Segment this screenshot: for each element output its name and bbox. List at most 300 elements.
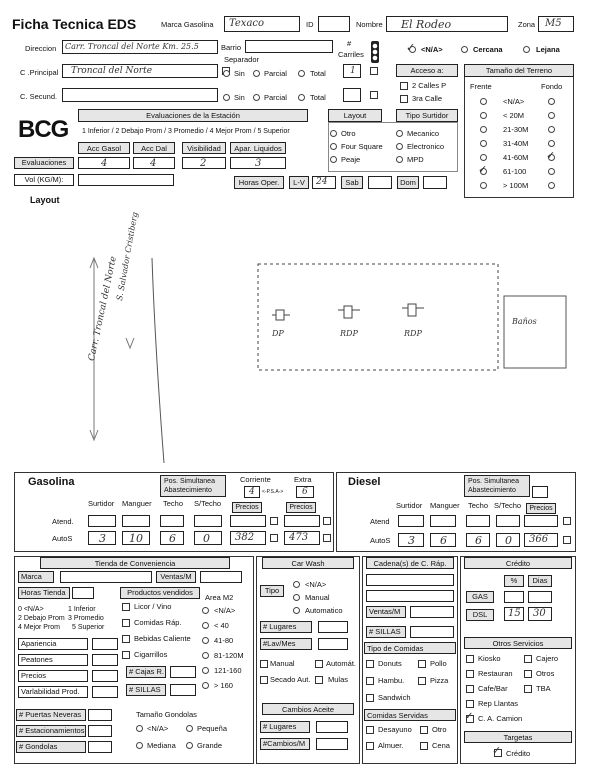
- otros-left-label-1: Restauran: [478, 669, 513, 678]
- gas-col-manguer: Manguer: [122, 499, 152, 508]
- cadena-field-2[interactable]: [366, 590, 454, 602]
- building-label: Baños: [512, 317, 537, 326]
- horas-scale-5: 5 Superior: [72, 624, 105, 631]
- dsl-atend-check[interactable]: [563, 517, 571, 525]
- terreno-fondo-radio-0[interactable]: [548, 98, 555, 105]
- terreno-fondo-radio-1[interactable]: [548, 112, 555, 119]
- servida-almuer-label: Almuer.: [378, 741, 404, 750]
- gas-atend-check-2[interactable]: [323, 517, 331, 525]
- terreno-row-label-2: 21-30M: [503, 125, 529, 134]
- credito-gas-dias[interactable]: [528, 591, 552, 603]
- terreno-row-label-0: <N/A>: [503, 97, 525, 106]
- terreno-frente-radio-0[interactable]: [480, 98, 487, 105]
- dsl-autos-surtidor[interactable]: [398, 533, 424, 547]
- carwash-title: Car Wash: [262, 557, 354, 569]
- gas-autos-techo[interactable]: [160, 531, 184, 545]
- comida-sandwich-check[interactable]: [366, 694, 374, 702]
- area-radio-5[interactable]: [202, 682, 209, 689]
- area-label-3: 81-120M: [214, 651, 244, 660]
- cw-lav-field[interactable]: [318, 638, 348, 650]
- surtidor-radio-left-2[interactable]: [330, 156, 337, 163]
- dsl-precios-label: Precios: [526, 503, 556, 514]
- radio-parcial-2[interactable]: [253, 94, 260, 101]
- marca-field[interactable]: [224, 16, 300, 32]
- nombre-value: El Rodeo: [401, 18, 452, 31]
- otros-right-label-1: Otros: [536, 669, 555, 678]
- credito-dsl-pct-value: 15: [508, 608, 521, 619]
- otros-title: Otros Servicios: [464, 637, 572, 649]
- otros-left-label-3: Rep Llantas: [478, 699, 519, 708]
- nombre-field[interactable]: [386, 16, 508, 32]
- gondola-grande-label: Grande: [197, 741, 223, 750]
- zona-label: Zona: [518, 20, 536, 29]
- tab-layout[interactable]: Layout: [328, 109, 382, 122]
- diesel-pos-sim-field[interactable]: [532, 486, 548, 498]
- cercana-label: Cercana: [473, 45, 503, 54]
- gas-autos-techo-value: 6: [169, 532, 176, 545]
- gas-precios-label-1: Precios: [232, 502, 262, 513]
- ca-cambios-field[interactable]: [316, 738, 348, 750]
- otros-left-check-3[interactable]: [466, 700, 474, 708]
- producto-label-3: Cigarrillos: [134, 650, 168, 659]
- gas-autos-surtidor[interactable]: [88, 531, 116, 545]
- eval-col-acc-gasol: Acc Gasol: [78, 142, 130, 154]
- producto-check-3[interactable]: [122, 651, 130, 659]
- dom-field[interactable]: [423, 176, 447, 189]
- lv-label: L-V: [289, 176, 309, 189]
- eval-col-acc-dal: Acc Dal: [133, 142, 175, 154]
- dsl-col-techo: Techo: [468, 501, 489, 510]
- surtidor-title: Tipo Surtidor: [396, 109, 458, 122]
- tienda-ventas-field[interactable]: [200, 571, 242, 583]
- psa-label: <-P.S.A->: [262, 489, 284, 495]
- carwash-tipo-label: Tipo: [260, 585, 284, 597]
- credito-card-check-mark-icon: ✓: [492, 744, 502, 757]
- horas-tienda-field[interactable]: [72, 587, 94, 599]
- gas-precio-corriente[interactable]: [230, 531, 266, 545]
- cw-automat-check-label: Automát.: [326, 659, 357, 668]
- servida-almuer-check[interactable]: [366, 742, 374, 750]
- otros-right-check-1[interactable]: [524, 670, 532, 678]
- credito-card-label: Crédito: [506, 749, 531, 758]
- eval-acc-gasol-field[interactable]: [78, 157, 130, 169]
- area-label-1: < 40: [214, 621, 229, 630]
- radio-cercana[interactable]: [461, 46, 468, 53]
- radio-cw-manual[interactable]: [293, 594, 300, 601]
- dsl-col-stecho: S/Techo: [494, 501, 522, 510]
- gas-autos-stecho[interactable]: [194, 531, 222, 545]
- carriles-field-2[interactable]: [343, 88, 361, 102]
- tienda-eval-label-0: Apariencia: [18, 638, 88, 650]
- tienda-eval-field-0[interactable]: [92, 638, 118, 650]
- zona-value: M5: [545, 18, 562, 29]
- traffic-light-icon: [368, 40, 382, 64]
- radio-lejana[interactable]: [523, 46, 530, 53]
- otros-left-check-2[interactable]: [466, 685, 474, 693]
- dom-label: Dom: [397, 176, 419, 189]
- cw-lav-label: #Lav/Mes: [260, 638, 312, 650]
- eval-apar-field[interactable]: [230, 157, 286, 169]
- surtidor-right-label-2: MPD: [407, 155, 424, 164]
- evaluaciones-scale: 1 Inferior / 2 Debajo Prom / 3 Promedio / 4 Mejor Prom / 5 Superior: [82, 128, 290, 135]
- evaluaciones-title: Evaluaciones de la Estación: [78, 109, 308, 122]
- corriente-field[interactable]: [244, 486, 260, 498]
- sab-label: Sab: [341, 176, 363, 189]
- servida-otro-check[interactable]: [420, 726, 428, 734]
- surtidor-radio-right-0[interactable]: [396, 130, 403, 137]
- producto-check-2[interactable]: [122, 635, 130, 643]
- cw-mulas-label: Mulas: [328, 675, 349, 684]
- sin-label-2: Sin: [234, 93, 245, 102]
- horas-scale-3: 3 Promedio: [68, 615, 104, 622]
- ca-lugares-label: # Lugares: [260, 721, 310, 733]
- gondola-pequena-label: Pequeña: [197, 724, 228, 733]
- cadena-ventas-label: Ventas/M: [366, 606, 406, 618]
- gas-autos-label: AutoS: [52, 534, 73, 543]
- zona-field[interactable]: [538, 16, 574, 32]
- terreno-frente-radio-4[interactable]: [480, 154, 487, 161]
- cadena-sillas-label: # SILLAS: [366, 626, 406, 638]
- camion-check-mark-icon: ✓: [465, 711, 474, 722]
- terreno-title: Tamaño del Terreno: [464, 64, 574, 77]
- area-label-4: 121-160: [214, 666, 242, 675]
- otros-right-check-0[interactable]: [524, 655, 532, 663]
- cw-manual-check-label: Manual: [270, 659, 295, 668]
- cw-mulas-check[interactable]: [315, 676, 323, 684]
- horas-scale-2: 2 Debajo Prom: [18, 615, 65, 622]
- surtidor-left-label-0: Otro: [341, 129, 356, 138]
- radio-gondola-pequena[interactable]: [186, 725, 193, 732]
- frente-label: Frente: [470, 82, 492, 91]
- comida-pizza-check[interactable]: [418, 677, 426, 685]
- sab-field[interactable]: [368, 176, 392, 189]
- cajas-label: # Cajas R.: [126, 666, 166, 678]
- tienda-eval-label-1: Peatones: [18, 654, 88, 666]
- comida-pollo-check[interactable]: [418, 660, 426, 668]
- radio-total-2[interactable]: [298, 94, 305, 101]
- servida-desayuno-label: Desayuno: [378, 725, 412, 734]
- acceso-label-2calles: 2 Calles P: [412, 81, 447, 90]
- area-label: Area M2: [205, 593, 234, 602]
- barrio-field[interactable]: [245, 40, 333, 53]
- horas-scale-4: 4 Mejor Prom: [18, 624, 61, 631]
- extra-field[interactable]: [296, 486, 314, 498]
- radio-cw-auto[interactable]: [293, 607, 300, 614]
- comida-donuts-label: Donuts: [378, 659, 402, 668]
- otros-right-check-2[interactable]: [524, 685, 532, 693]
- credito-dsl-dias[interactable]: [528, 607, 552, 621]
- eval-col-apar: Apar. Liquidos: [230, 142, 286, 154]
- sin-label-1: Sin: [234, 69, 245, 78]
- pump-label-1: DP: [272, 329, 284, 338]
- surtidor-right-label-1: Electronico: [407, 142, 445, 151]
- terreno-fondo-radio-2[interactable]: [548, 126, 555, 133]
- principal-label: C .Principal: [20, 68, 59, 77]
- surtidor-radio-left-1[interactable]: [330, 143, 337, 150]
- producto-check-0[interactable]: [122, 603, 130, 611]
- parcial-label-1: Parcial: [264, 69, 287, 78]
- dsl-atend-field-0[interactable]: [398, 515, 424, 527]
- area-label-5: > 160: [214, 681, 233, 690]
- terreno-frente-check-icon: ✓: [478, 163, 488, 176]
- area-radio-2[interactable]: [202, 637, 209, 644]
- dsl-atend-label: Atend: [370, 517, 390, 526]
- tienda-marca-field[interactable]: [60, 571, 152, 583]
- cajas-field[interactable]: [170, 666, 196, 678]
- surtidor-radio-right-1[interactable]: [396, 143, 403, 150]
- producto-label-2: Bebidas Caliente: [134, 634, 191, 643]
- direccion-label: Direccion: [25, 44, 57, 53]
- terreno-fondo-radio-3[interactable]: [548, 140, 555, 147]
- acceso-check-3ra[interactable]: [400, 95, 408, 103]
- carriles-hash: #: [347, 39, 352, 48]
- comida-pollo-label: Pollo: [430, 659, 447, 668]
- gas-atend-field-1[interactable]: [122, 515, 150, 527]
- dsl-precio[interactable]: [524, 533, 558, 547]
- cw-na-label: <N/A>: [305, 580, 327, 589]
- area-radio-0[interactable]: [202, 607, 209, 614]
- gas-atend-check-1[interactable]: [270, 517, 278, 525]
- terreno-frente-radio-2[interactable]: [480, 126, 487, 133]
- gas-atend-field-3[interactable]: [194, 515, 222, 527]
- eval-col-visibilidad: Visibilidad: [182, 142, 226, 154]
- eval-acc-dal-field[interactable]: [133, 157, 175, 169]
- id-field[interactable]: [318, 16, 350, 32]
- puertas-field[interactable]: [88, 709, 112, 721]
- gas-atend-label: Atend.: [52, 517, 74, 526]
- gas-precio-check-1[interactable]: [270, 534, 278, 542]
- tienda-title: Tienda de Conveniencia: [40, 557, 230, 569]
- cadena-sillas-field[interactable]: [410, 626, 454, 638]
- id-label: ID: [306, 20, 314, 29]
- tienda-eval-field-2[interactable]: [92, 670, 118, 682]
- tienda-eval-label-2: Precios: [18, 670, 88, 682]
- direccion-field[interactable]: [62, 40, 218, 54]
- ca-cambios-label: #Cambios/M: [260, 738, 310, 750]
- tienda-eval-field-1[interactable]: [92, 654, 118, 666]
- tipo-comidas-title: Tipo de Comidas: [364, 642, 456, 654]
- dsl-autos-manguer[interactable]: [430, 533, 456, 547]
- gas-atend-field-0[interactable]: [88, 515, 116, 527]
- cw-lugares-field[interactable]: [318, 621, 348, 633]
- tienda-sillas-field[interactable]: [170, 684, 196, 696]
- otros-right-label-0: Cajero: [536, 654, 559, 663]
- radio-gondola-mediana[interactable]: [136, 742, 143, 749]
- dsl-precio-check[interactable]: [563, 536, 571, 544]
- comida-donuts-check[interactable]: [366, 660, 374, 668]
- eval-visibilidad-field[interactable]: [182, 157, 226, 169]
- nombre-label: Nombre: [356, 20, 383, 29]
- servida-cena-label: Cena: [432, 741, 450, 750]
- horas-tienda-label: Horas Tienda: [18, 587, 70, 599]
- dsl-autos-stecho[interactable]: [496, 533, 520, 547]
- productos-label: Productos vendidos: [120, 587, 200, 599]
- cw-secado-check[interactable]: [260, 676, 268, 684]
- terreno-frente-radio-1[interactable]: [480, 112, 487, 119]
- comida-sandwich-label: Sandwich: [378, 693, 411, 702]
- radio-parcial-1[interactable]: [253, 70, 260, 77]
- eval-acc-dal-value: 4: [150, 158, 157, 169]
- area-radio-4[interactable]: [202, 667, 209, 674]
- gas-col-stecho: S/Techo: [194, 499, 222, 508]
- extra-label: Extra: [294, 475, 312, 484]
- dsl-autos-manguer-value: 6: [440, 534, 447, 547]
- terreno-frente-radio-6[interactable]: [480, 182, 487, 189]
- servida-desayuno-check[interactable]: [366, 726, 374, 734]
- lejana-label: Lejana: [536, 45, 560, 54]
- terreno-row-label-3: 31-40M: [503, 139, 529, 148]
- gas-atend-field-4[interactable]: [230, 515, 266, 527]
- cw-manual-label: Manual: [305, 593, 330, 602]
- otros-left-label-2: Cafe/Bar: [478, 684, 508, 693]
- tienda-ventas-label: Ventas/M: [156, 571, 196, 583]
- tienda-eval-label-3: Varlabilidad Prod.: [18, 686, 88, 698]
- pump-label-3: RDP: [404, 329, 422, 338]
- gas-autos-surtidor-value: 3: [99, 532, 106, 545]
- radio-sin-1[interactable]: [223, 70, 230, 77]
- terreno-frente-radio-3[interactable]: [480, 140, 487, 147]
- semaforo-check-1[interactable]: [370, 67, 378, 75]
- terreno-row-label-5: 61-100: [503, 167, 527, 176]
- cw-secado-label: Secado Aut.: [270, 675, 311, 684]
- bcg-logo: BCG: [18, 116, 69, 143]
- dsl-atend-field-3[interactable]: [496, 515, 520, 527]
- dsl-autos-surtidor-value: 3: [408, 534, 415, 547]
- vol-label: Vol (KG/M):: [14, 174, 74, 186]
- cambios-title: Cambios Aceite: [262, 703, 354, 715]
- tam-gondolas-label: Tamaño Gondolas: [136, 710, 197, 719]
- area-radio-1[interactable]: [202, 622, 209, 629]
- dsl-atend-field-2[interactable]: [466, 515, 490, 527]
- radio-gondola-grande[interactable]: [186, 742, 193, 749]
- dsl-atend-field-1[interactable]: [430, 515, 456, 527]
- gas-col-surtidor: Surtidor: [88, 499, 115, 508]
- cadena-field-1[interactable]: [366, 574, 454, 586]
- cw-manual-check[interactable]: [260, 660, 268, 668]
- terreno-row-label-4: 41-60M: [503, 153, 529, 162]
- secund-field[interactable]: [62, 88, 218, 102]
- diesel-pos-sim: Pos. Simultanea Abastecimiento: [464, 475, 530, 497]
- radio-cw-na[interactable]: [293, 581, 300, 588]
- gas-autos-manguer[interactable]: [122, 531, 150, 545]
- ca-lugares-field[interactable]: [316, 721, 348, 733]
- tienda-marca-label: Marca: [18, 571, 54, 583]
- comida-hambu-check[interactable]: [366, 677, 374, 685]
- gas-precio-check-2[interactable]: [323, 534, 331, 542]
- credito-gas-pct[interactable]: [504, 591, 524, 603]
- cw-lugares-label: # Lugares: [260, 621, 312, 633]
- dsl-autos-techo[interactable]: [466, 533, 490, 547]
- gas-atend-field-5[interactable]: [284, 515, 320, 527]
- area-radio-3[interactable]: [202, 652, 209, 659]
- dsl-autos-label: AutoS: [370, 536, 391, 545]
- secund-label: C. Secund.: [20, 92, 58, 101]
- lv-field[interactable]: [312, 176, 336, 189]
- separador-label: Separador: [224, 55, 260, 64]
- street-side-label: S. Salvador Cristiberg: [115, 211, 140, 302]
- otros-left-check-1[interactable]: [466, 670, 474, 678]
- credito-dsl-pct[interactable]: [504, 607, 524, 621]
- targetas-title: Targetas: [464, 731, 572, 743]
- otros-right-label-2: TBA: [536, 684, 551, 693]
- comida-pizza-label: Pizza: [430, 676, 449, 685]
- gas-precio-extra-value: 473: [289, 532, 309, 543]
- terreno-fondo-radio-5[interactable]: [548, 168, 555, 175]
- servida-otro-label: Otro: [432, 725, 447, 734]
- semaforo-check-2[interactable]: [370, 91, 378, 99]
- radio-total-1[interactable]: [298, 70, 305, 77]
- dsl-autos-techo-value: 6: [475, 534, 482, 547]
- horas-scale-1: 1 Inferior: [68, 606, 96, 613]
- cadena-ventas-field[interactable]: [410, 606, 454, 618]
- acceso-check-2calles[interactable]: [400, 82, 408, 90]
- carriles-value: 1: [350, 66, 356, 76]
- eval-acc-gasol-value: 4: [101, 158, 108, 169]
- puertas-label: # Puertas Neveras: [16, 709, 86, 721]
- diesel-title: Diesel: [348, 476, 381, 488]
- carriles-field-1[interactable]: [343, 64, 361, 78]
- fondo-label: Fondo: [541, 82, 563, 91]
- gas-autos-stecho-value: 0: [203, 532, 210, 545]
- street-main-label: Carr. Troncal del Norte: [87, 255, 119, 362]
- terreno-row-label-6: > 100M: [503, 181, 529, 190]
- dsl-atend-field-4[interactable]: [524, 515, 558, 527]
- surtidor-radio-right-2[interactable]: [396, 156, 403, 163]
- gas-precio-extra[interactable]: [284, 531, 320, 545]
- barrio-label: Barrio: [221, 43, 242, 52]
- estacion-label: # Estacionamientos: [16, 725, 86, 737]
- gas-autos-manguer-value: 10: [129, 532, 143, 545]
- vol-field[interactable]: [78, 174, 174, 186]
- surtidor-radio-left-0[interactable]: [330, 130, 337, 137]
- cw-automat-check[interactable]: [315, 660, 323, 668]
- estacion-field[interactable]: [88, 725, 112, 737]
- cadena-title: Cadena(s) de C. Ráp.: [366, 557, 454, 569]
- radio-gondola-na[interactable]: [136, 725, 143, 732]
- credito-title: Crédito: [464, 557, 572, 569]
- eval-visibilidad-value: 2: [200, 158, 207, 169]
- principal-value: Troncal del Norte: [71, 66, 153, 76]
- horas-scale-0: 0 <N/A>: [18, 606, 44, 613]
- marca-value: Texaco: [229, 18, 265, 29]
- tienda-eval-field-3[interactable]: [92, 686, 118, 698]
- gondolas-label: # Gondolas: [16, 741, 86, 753]
- otros-left-check-0[interactable]: [466, 655, 474, 663]
- cw-auto-label: Automatico: [305, 606, 343, 615]
- principal-field[interactable]: [62, 64, 218, 78]
- gondola-mediana-label: Mediana: [147, 741, 176, 750]
- na-label: <N/A>: [421, 45, 443, 54]
- parcial-label-2: Parcial: [264, 93, 287, 102]
- evaluaciones-row-label: Evaluaciones: [14, 157, 74, 169]
- radio-sin-2[interactable]: [223, 94, 230, 101]
- gas-col-techo: Techo: [163, 499, 184, 508]
- dsl-precio-value: 366: [529, 534, 549, 545]
- corriente-value: 4: [249, 487, 255, 497]
- tienda-sillas-label: # SILLAS: [126, 684, 166, 696]
- check-mark-icon: ✓: [406, 41, 416, 54]
- dsl-col-manguer: Manguer: [430, 501, 460, 510]
- servida-cena-check[interactable]: [420, 742, 428, 750]
- producto-check-1[interactable]: [122, 619, 130, 627]
- pump-label-2: RDP: [340, 329, 358, 338]
- area-label-0: <N/A>: [214, 606, 236, 615]
- gondolas-field[interactable]: [88, 741, 112, 753]
- terreno-fondo-radio-6[interactable]: [548, 182, 555, 189]
- gasolina-title: Gasolina: [28, 476, 75, 488]
- eval-apar-value: 3: [255, 158, 262, 169]
- gas-atend-field-2[interactable]: [160, 515, 184, 527]
